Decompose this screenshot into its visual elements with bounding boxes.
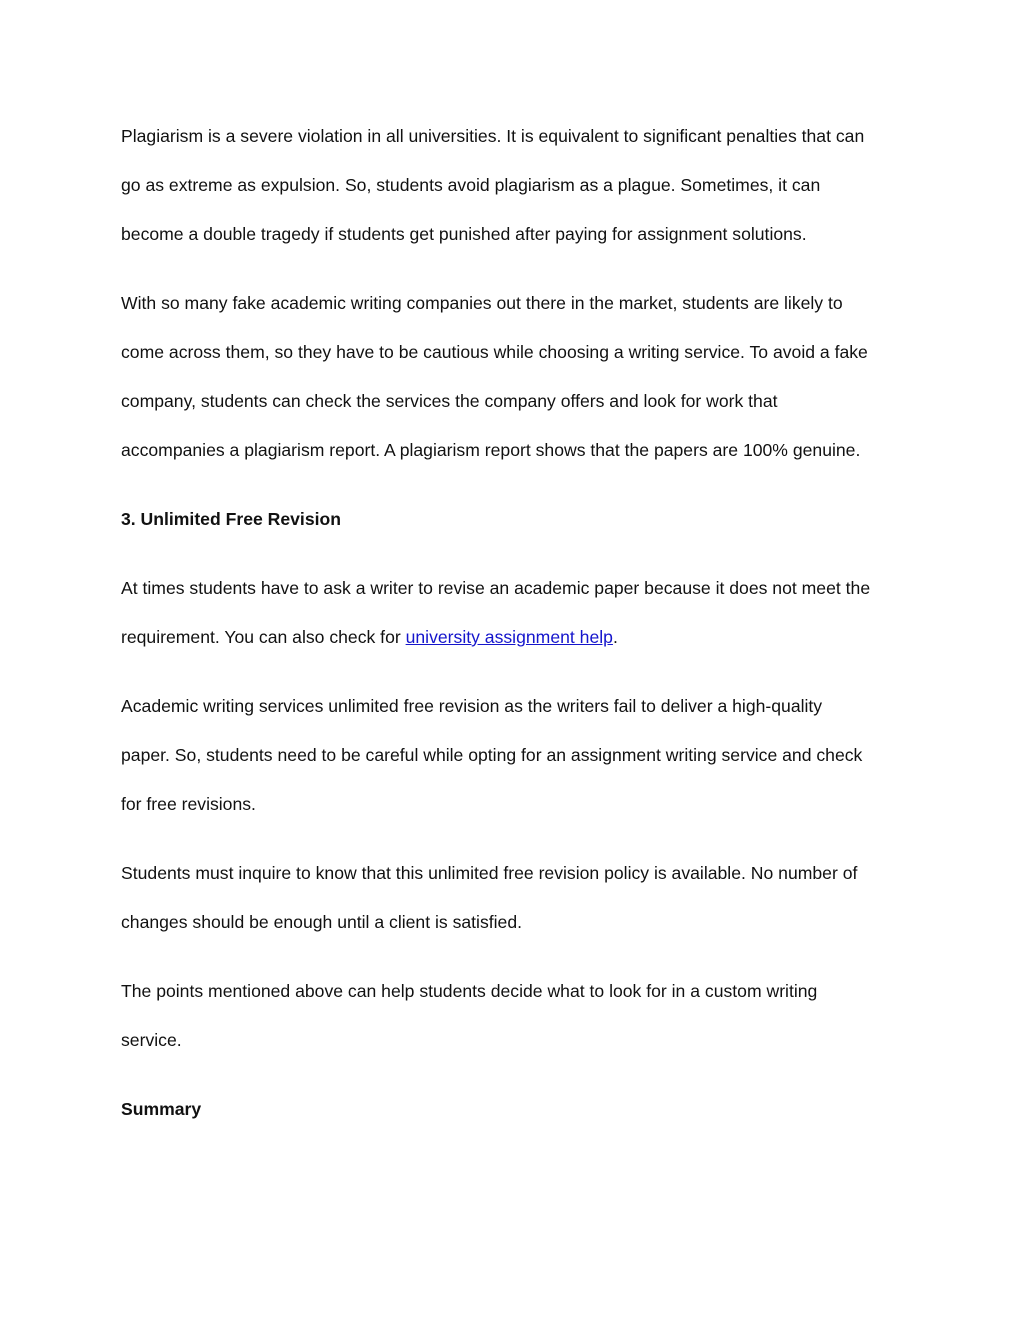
paragraph-fake-companies (121, 279, 911, 475)
paragraph-points-mentioned (121, 967, 911, 1065)
text-line: accompanies a plagiarism report. A plagiarism report shows that the papers are 100% genuine. (121, 440, 861, 460)
text-line: come across them, so they have to be cautious while choosing a writing service. To avoid a fake (121, 342, 868, 362)
text-line: Plagiarism is a severe violation in all universities. It is equivalent to significant penalties that can (121, 126, 865, 146)
paragraph-free-revision-services (121, 682, 911, 829)
text-line: Academic writing services unlimited free revision as the writers fail to deliver a high-quality (121, 696, 823, 716)
text-line: company, students can check the services the company offers and look for work that (121, 391, 778, 411)
text-line: At times students have to ask a writer to revise an academic paper because it does not meet the (121, 578, 871, 598)
section-heading-summary: Summary (121, 1099, 202, 1119)
university-assignment-help-link[interactable]: university assignment help (405, 627, 613, 647)
text-segment: . (612, 627, 618, 647)
text-segment: requirement. You can also check for (121, 627, 406, 647)
text-line-with-link (121, 613, 911, 662)
text-line: Students must inquire to know that this unlimited free revision policy is available. No number of (121, 863, 858, 883)
text-line: become a double tragedy if students get punished after paying for assignment solutions. (121, 224, 807, 244)
text-line: go as extreme as expulsion. So, students avoid plagiarism as a plague. Sometimes, it can (121, 175, 821, 195)
paragraph-plagiarism-penalties (121, 112, 911, 259)
text-line: With so many fake academic writing companies out there in the market, students are likely to (121, 293, 843, 313)
text-line: for free revisions. (121, 794, 256, 814)
text-line: service. (121, 1030, 182, 1050)
text-line: The points mentioned above can help students decide what to look for in a custom writing (121, 981, 818, 1001)
section-heading-unlimited-free-revision: 3. Unlimited Free Revision (121, 509, 341, 529)
paragraph-revision-policy (121, 849, 911, 947)
text-line: paper. So, students need to be careful while opting for an assignment writing service and check (121, 745, 863, 765)
paragraph-revise-paper (121, 564, 911, 662)
document-page (121, 112, 911, 1154)
text-line: changes should be enough until a client is satisfied. (121, 912, 523, 932)
